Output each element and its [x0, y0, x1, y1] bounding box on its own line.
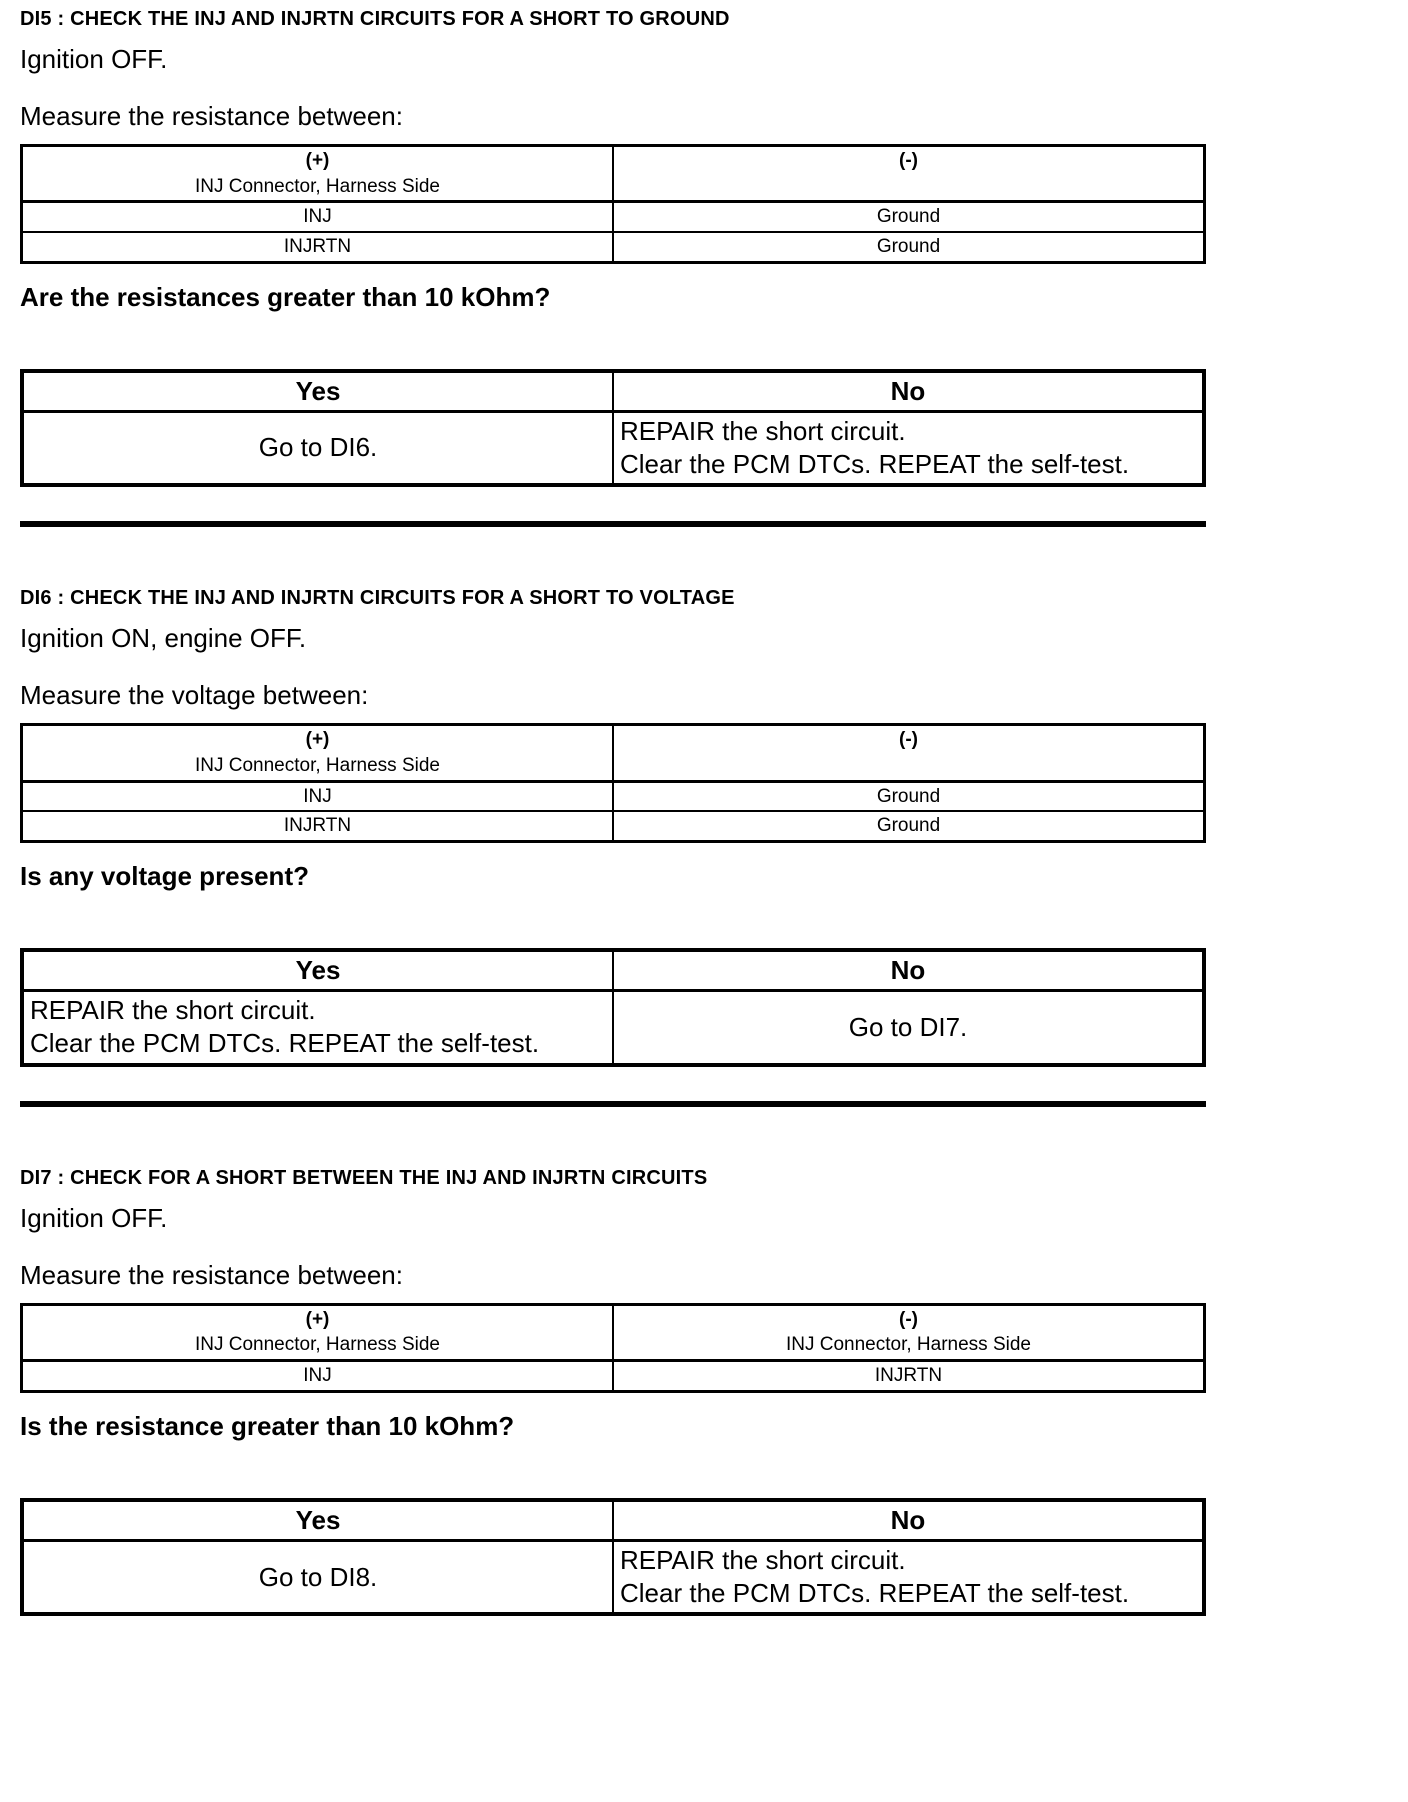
decision-header-row	[22, 1500, 1204, 1541]
table-row	[22, 202, 1205, 232]
no-cell	[613, 411, 1204, 485]
question-text: Are the resistances greater than 10 kOhm?	[20, 281, 551, 312]
instruction-text: Measure the resistance between:	[20, 1259, 403, 1290]
minus-label: (-)	[899, 1308, 918, 1330]
measurement-table	[20, 723, 1206, 843]
minus-label: (-)	[899, 150, 918, 171]
yes-cell-line: Go to DI6.	[258, 432, 378, 463]
decision-table	[20, 948, 1206, 1067]
section-divider	[20, 521, 1206, 527]
minus-header-cell	[613, 725, 1205, 781]
plus-label: (+)	[305, 1308, 330, 1330]
pinpoint-test-section-di5	[20, 8, 1206, 487]
no-header-cell: No	[613, 371, 1204, 412]
plus-header-cell	[22, 1304, 614, 1360]
no-cell	[613, 1540, 1204, 1614]
no-cell	[613, 991, 1204, 1065]
instruction-text: Ignition OFF.	[20, 44, 168, 74]
yes-header-cell: Yes	[22, 950, 613, 991]
yes-header-cell: Yes	[22, 371, 613, 412]
decision-header-row	[22, 371, 1204, 412]
no-cell-line: REPAIR the short circuit.	[620, 415, 906, 446]
table-cell: INJRTN	[613, 1361, 1205, 1392]
plus-header-cell	[22, 725, 614, 781]
instruction-text: Ignition OFF.	[20, 1202, 168, 1233]
table-header-row	[22, 146, 1205, 202]
table-row	[22, 1361, 1205, 1392]
section-heading: DI7 : CHECK FOR A SHORT BETWEEN THE INJ AND INJRTN CIRCUITS	[20, 1166, 708, 1189]
table-header-row	[22, 725, 1205, 781]
instruction-text: Ignition ON, engine OFF.	[20, 623, 307, 654]
no-cell-line: REPAIR the short circuit.	[620, 1544, 906, 1575]
yes-cell	[22, 1540, 613, 1614]
plus-sublabel: INJ Connector, Harness Side	[194, 175, 440, 197]
pinpoint-test-section-di7	[20, 1167, 1206, 1617]
yes-cell-line: Go to DI8.	[258, 1561, 378, 1592]
plus-header-cell	[22, 146, 614, 202]
table-cell: Ground	[613, 232, 1205, 262]
minus-header-cell	[613, 146, 1205, 202]
minus-sublabel: INJ Connector, Harness Side	[785, 1334, 1031, 1356]
table-cell: Ground	[613, 811, 1205, 841]
minus-header-cell	[613, 1304, 1205, 1360]
table-header-row	[22, 1304, 1205, 1360]
table-cell: INJRTN	[22, 811, 614, 841]
section-heading: DI5 : CHECK THE INJ AND INJRTN CIRCUITS FOR A SHORT TO GROUND	[20, 8, 730, 30]
yes-cell	[22, 411, 613, 485]
section-divider	[20, 1101, 1206, 1107]
decision-body-row	[22, 1540, 1204, 1614]
table-cell: INJRTN	[22, 232, 614, 262]
section-heading: DI6 : CHECK THE INJ AND INJRTN CIRCUITS FOR A SHORT TO VOLTAGE	[20, 587, 735, 610]
decision-table	[20, 369, 1206, 488]
table-row	[22, 811, 1205, 841]
yes-cell	[22, 991, 613, 1065]
measurement-table	[20, 144, 1206, 264]
no-cell-line: Clear the PCM DTCs. REPEAT the self-test.	[620, 1578, 1130, 1609]
table-cell: INJ	[22, 1361, 614, 1392]
no-header-cell: No	[613, 1500, 1204, 1541]
yes-header-cell: Yes	[22, 1500, 613, 1541]
table-cell: INJ	[22, 202, 614, 232]
table-cell: INJ	[22, 781, 614, 811]
no-cell-line: Go to DI7.	[848, 1011, 968, 1042]
decision-body-row	[22, 991, 1204, 1065]
minus-label: (-)	[899, 729, 918, 751]
decision-header-row	[22, 950, 1204, 991]
plus-sublabel: INJ Connector, Harness Side	[194, 755, 440, 776]
plus-label: (+)	[305, 729, 330, 751]
no-header-cell: No	[613, 950, 1204, 991]
no-cell-line: Clear the PCM DTCs. REPEAT the self-test.	[620, 449, 1130, 480]
instruction-text: Measure the resistance between:	[20, 101, 403, 131]
pinpoint-test-section-di6	[20, 587, 1206, 1066]
plus-label: (+)	[305, 150, 330, 171]
measurement-table	[20, 1303, 1206, 1393]
plus-sublabel: INJ Connector, Harness Side	[194, 1334, 440, 1356]
table-cell: Ground	[613, 781, 1205, 811]
table-cell: Ground	[613, 202, 1205, 232]
decision-table	[20, 1498, 1206, 1617]
instruction-text: Measure the voltage between:	[20, 680, 369, 711]
question-text: Is the resistance greater than 10 kOhm?	[20, 1410, 515, 1441]
table-row	[22, 781, 1205, 811]
decision-body-row	[22, 411, 1204, 485]
table-row	[22, 232, 1205, 262]
document-page	[20, 0, 1206, 1616]
question-text: Is any voltage present?	[20, 860, 309, 891]
yes-cell-line: REPAIR the short circuit.	[30, 995, 316, 1026]
yes-cell-line: Clear the PCM DTCs. REPEAT the self-test.	[30, 1028, 540, 1059]
